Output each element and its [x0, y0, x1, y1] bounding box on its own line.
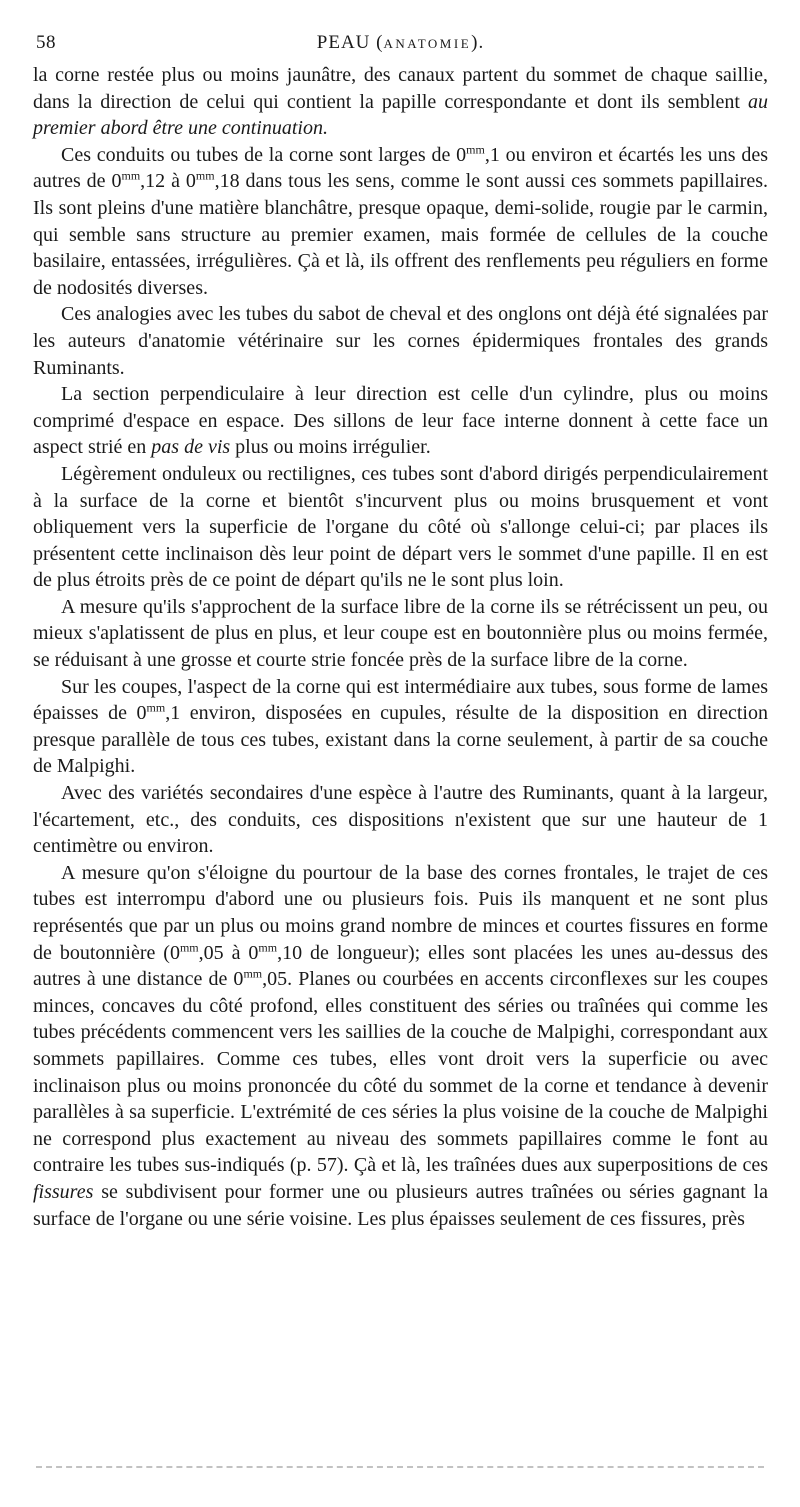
running-header [33, 28, 768, 62]
paragraph [33, 860, 768, 1232]
unit-superscript: mm [258, 939, 278, 954]
paragraph [33, 674, 768, 780]
paragraph [33, 780, 768, 860]
text-run: A mesure qu'ils s'approchent de la surface libre de la corne ils se rétrécissent un peu, ou mieux s'aplatissent de plus en plus, et leur coupe est en boutonnière plus ou moins fermée, se réduisant à une grosse et courte strie foncée près de la surface libre de la corne. [33, 595, 768, 672]
text-run: La section perpendiculaire à leur direction est celle d'un cylindre, plus ou moins comprimé d'espace en espace. Des sillons de leur face interne donnent à cette face un aspect strié en [33, 383, 768, 459]
text-run: Avec des variétés secondaires d'une espèce à l'autre des Ruminants, quant à la largeur, l'écartement, etc., des conduits, ces dispositions n'existent que sur une hauteur de 1 centimètre ou environ. [33, 782, 768, 858]
paragraph [33, 142, 768, 302]
article-body [33, 62, 768, 1232]
unit-superscript: mm [179, 939, 199, 954]
paragraph [33, 62, 768, 142]
running-title-close: ). [471, 32, 485, 53]
unit-superscript: mm [243, 966, 263, 981]
running-title-small: ANATOMIE [383, 36, 472, 51]
unit-superscript: mm [146, 700, 166, 715]
text-run: Ces analogies avec les tubes du sabot de cheval et des onglons ont déjà été signalées par les auteurs d'anatomie vétérinaire sur les cornes épidermiques frontales des grands Ruminants. [33, 303, 768, 379]
footer-rule [36, 1466, 764, 1468]
text-run: la corne restée plus ou moins jaunâtre, des canaux partent du sommet de chaque saillie, dans la direction de celui qui contient la papille correspondante et dont ils semblent [33, 64, 768, 113]
text-run: se subdivisent pour former une ou plusieurs autres traînées ou séries gagnant la surface de l'organe ou une série voisine. Les plus épaisses seulement de ces fissures, près [33, 1180, 768, 1230]
text-run: Ces conduits ou tubes de la corne sont larges de 0 [61, 143, 467, 166]
italic-text: au premier abord être une continuation. [33, 90, 768, 140]
running-title-main: PEAU ( [316, 32, 384, 53]
text-run: A mesure qu'on s'éloigne du pourtour de la base des cornes frontales, le trajet de ces tubes est interrompu d'abord une ou plusieurs fois. Puis ils manquent et ne sont plus représentés que par un plus ou moins grand nombre de minces et courtes fissures en forme de boutonnière (0 [33, 861, 768, 964]
paragraph [33, 461, 768, 594]
text-run: ,1 environ, disposées en cupules, résulte de la disposition en direction presque parallèle de tous ces tubes, existant dans la corne seulement, à partir de sa couche de Malpighi. [33, 702, 768, 778]
unit-superscript: mm [195, 168, 215, 183]
text-run: Légèrement onduleux ou rectilignes, ces tubes sont d'abord dirigés perpendiculairement à la surface de la corne et bientôt s'incurvent plus ou moins brusquement et vont obliquement vers la superficie de l'organe du côté où s'allonge celui-ci; par places ils présentent cette inclinaison dès leur point de départ vers le sommet d'une papille. Il en est de plus étroits près de ce point de départ qu'ils ne le sont plus loin. [33, 462, 768, 592]
text-run: Sur les coupes, l'aspect de la corne qui est intermédiaire aux tubes, sous forme de lames épaisses de 0 [33, 675, 768, 725]
page [33, 28, 768, 1232]
text-run: ,18 dans tous les sens, comme le sont aussi ces sommets papillaires. Ils sont pleins d'une matière blanchâtre, presque opaque, demi-solide, rougie par le carmin, qui semble sans structure au premier examen, mais formée de cellules de la couche basilaire, entassées, irrégulières. Çà et là, ils offrent des renflements peu réguliers en forme de nodosités diverses. [33, 170, 768, 299]
text-run: ,05 à 0 [198, 941, 259, 964]
text-run: ,10 de longueur); elles sont placées les unes au-dessus des autres à une distance de 0 [33, 941, 768, 991]
running-title [33, 32, 768, 54]
text-run: ,1 ou environ et écartés les uns des autres de 0 [33, 143, 768, 193]
paragraph [33, 594, 768, 674]
italic-text: fissures [33, 1180, 94, 1203]
unit-superscript: mm [466, 142, 485, 157]
page-number: 58 [36, 32, 56, 53]
text-run: plus ou moins irrégulier. [230, 436, 431, 459]
paragraph [33, 381, 768, 461]
text-run: ,12 à 0 [140, 170, 196, 193]
text-run: ,05. Planes ou courbées en accents circonflexes sur les coupes minces, concaves du côté profond, elles constituent des séries ou traînées qui comme les tubes précédents commencent vers les saillies de la couche de Malpighi, correspondant aux sommets papillaires. Comme ces tubes, elles vont droit vers la superficie ou avec inclinaison plus ou moins prononcée du côté du sommet de la corne et tendance à devenir parallèles à sa superficie. L'extrémité de ces séries la plus voisine de la couche de Malpighi ne correspond plus exactement au niveau des sommets papillaires comme le font au contraire les tubes sus-indiqués (p. 57). Çà et là, les traînées dues aux superpositions de ces [33, 968, 768, 1177]
paragraph [33, 301, 768, 381]
unit-superscript: mm [121, 168, 141, 183]
italic-text: pas de vis [151, 436, 231, 459]
